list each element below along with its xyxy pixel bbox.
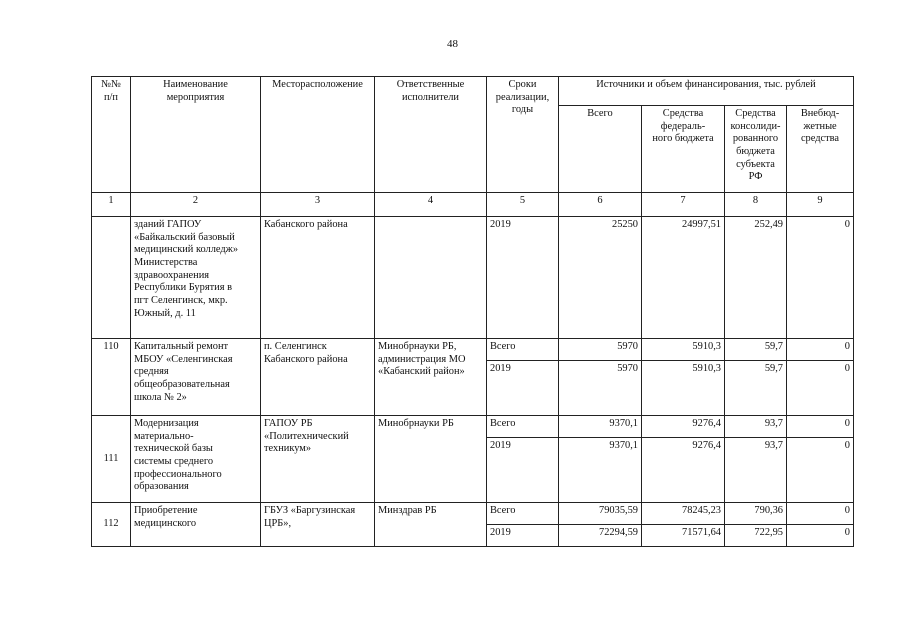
column-number: 6 — [559, 193, 642, 217]
column-number: 1 — [92, 193, 131, 217]
header-location: Месторасположение — [261, 77, 375, 193]
period-cell: Всего — [487, 416, 559, 438]
period-cell: 2019 — [487, 217, 559, 339]
extra-cell: 0 — [787, 438, 854, 503]
event-executors: Минобрнауки РБ, администрация МО «Кабанский район» — [375, 339, 487, 416]
total-cell: 79035,59 — [559, 503, 642, 525]
event-name: зданий ГАПОУ «Байкальский базовый медицинский колледж» Министерства здравоохранения Республики Бурятия в пгт Селенгинск, мкр. Южный, д. 11 — [131, 217, 261, 339]
period-cell: 2019 — [487, 525, 559, 547]
column-number: 9 — [787, 193, 854, 217]
total-cell: 5970 — [559, 339, 642, 361]
extra-cell: 0 — [787, 525, 854, 547]
column-number: 7 — [642, 193, 725, 217]
regional-cell: 59,7 — [725, 361, 787, 416]
regional-cell: 93,7 — [725, 416, 787, 438]
total-cell: 72294,59 — [559, 525, 642, 547]
total-cell: 9370,1 — [559, 416, 642, 438]
extra-cell: 0 — [787, 416, 854, 438]
event-name: Капитальный ремонт МБОУ «Селенгинская средняя общеобразовательная школа № 2» — [131, 339, 261, 416]
federal-cell: 78245,23 — [642, 503, 725, 525]
row-number — [92, 217, 131, 339]
page-number: 48 — [447, 38, 458, 50]
column-number: 5 — [487, 193, 559, 217]
period-cell: 2019 — [487, 438, 559, 503]
period-cell: Всего — [487, 503, 559, 525]
regional-cell: 93,7 — [725, 438, 787, 503]
event-name: Модернизация материально- технической базы системы среднего профессионального образования — [131, 416, 261, 503]
total-cell: 25250 — [559, 217, 642, 339]
regional-cell: 252,49 — [725, 217, 787, 339]
header-terms: Сроки реализации, годы — [487, 77, 559, 193]
federal-cell: 5910,3 — [642, 339, 725, 361]
table-row — [92, 416, 854, 438]
regional-cell: 722,95 — [725, 525, 787, 547]
header-name: Наименование мероприятия — [131, 77, 261, 193]
header-row — [92, 77, 854, 106]
table-row — [92, 503, 854, 525]
row-number: 111 — [92, 416, 131, 503]
funding-table — [91, 76, 854, 547]
federal-cell: 24997,51 — [642, 217, 725, 339]
header-extra: Внебюд- жетные средства — [787, 106, 854, 193]
header-funding: Источники и объем финансирования, тыс. рублей — [559, 77, 854, 106]
regional-cell: 790,36 — [725, 503, 787, 525]
row-number: 112 — [92, 503, 131, 547]
event-location: ГБУЗ «Баргузинская ЦРБ», — [261, 503, 375, 547]
event-name: Приобретение медицинского — [131, 503, 261, 547]
column-number: 2 — [131, 193, 261, 217]
table-row — [92, 217, 854, 339]
period-cell: Всего — [487, 339, 559, 361]
table-row — [92, 339, 854, 361]
federal-cell: 9276,4 — [642, 438, 725, 503]
total-cell: 9370,1 — [559, 438, 642, 503]
event-location: ГАПОУ РБ «Политехнический техникум» — [261, 416, 375, 503]
event-executors: Минобрнауки РБ — [375, 416, 487, 503]
regional-cell: 59,7 — [725, 339, 787, 361]
event-location: Кабанского района — [261, 217, 375, 339]
column-number: 3 — [261, 193, 375, 217]
federal-cell: 5910,3 — [642, 361, 725, 416]
event-executors — [375, 217, 487, 339]
row-number: 110 — [92, 339, 131, 416]
extra-cell: 0 — [787, 361, 854, 416]
column-number: 8 — [725, 193, 787, 217]
column-numbers-row — [92, 193, 854, 217]
event-executors: Минздрав РБ — [375, 503, 487, 547]
header-federal: Средства федераль- ного бюджета — [642, 106, 725, 193]
extra-cell: 0 — [787, 339, 854, 361]
federal-cell: 71571,64 — [642, 525, 725, 547]
extra-cell: 0 — [787, 503, 854, 525]
header-total: Всего — [559, 106, 642, 193]
event-location: п. Селенгинск Кабанского района — [261, 339, 375, 416]
header-num: №№ п/п — [92, 77, 131, 193]
header-regional: Средства консолиди- рованного бюджета субъекта РФ — [725, 106, 787, 193]
header-executors: Ответственные исполнители — [375, 77, 487, 193]
extra-cell: 0 — [787, 217, 854, 339]
period-cell: 2019 — [487, 361, 559, 416]
federal-cell: 9276,4 — [642, 416, 725, 438]
column-number: 4 — [375, 193, 487, 217]
total-cell: 5970 — [559, 361, 642, 416]
